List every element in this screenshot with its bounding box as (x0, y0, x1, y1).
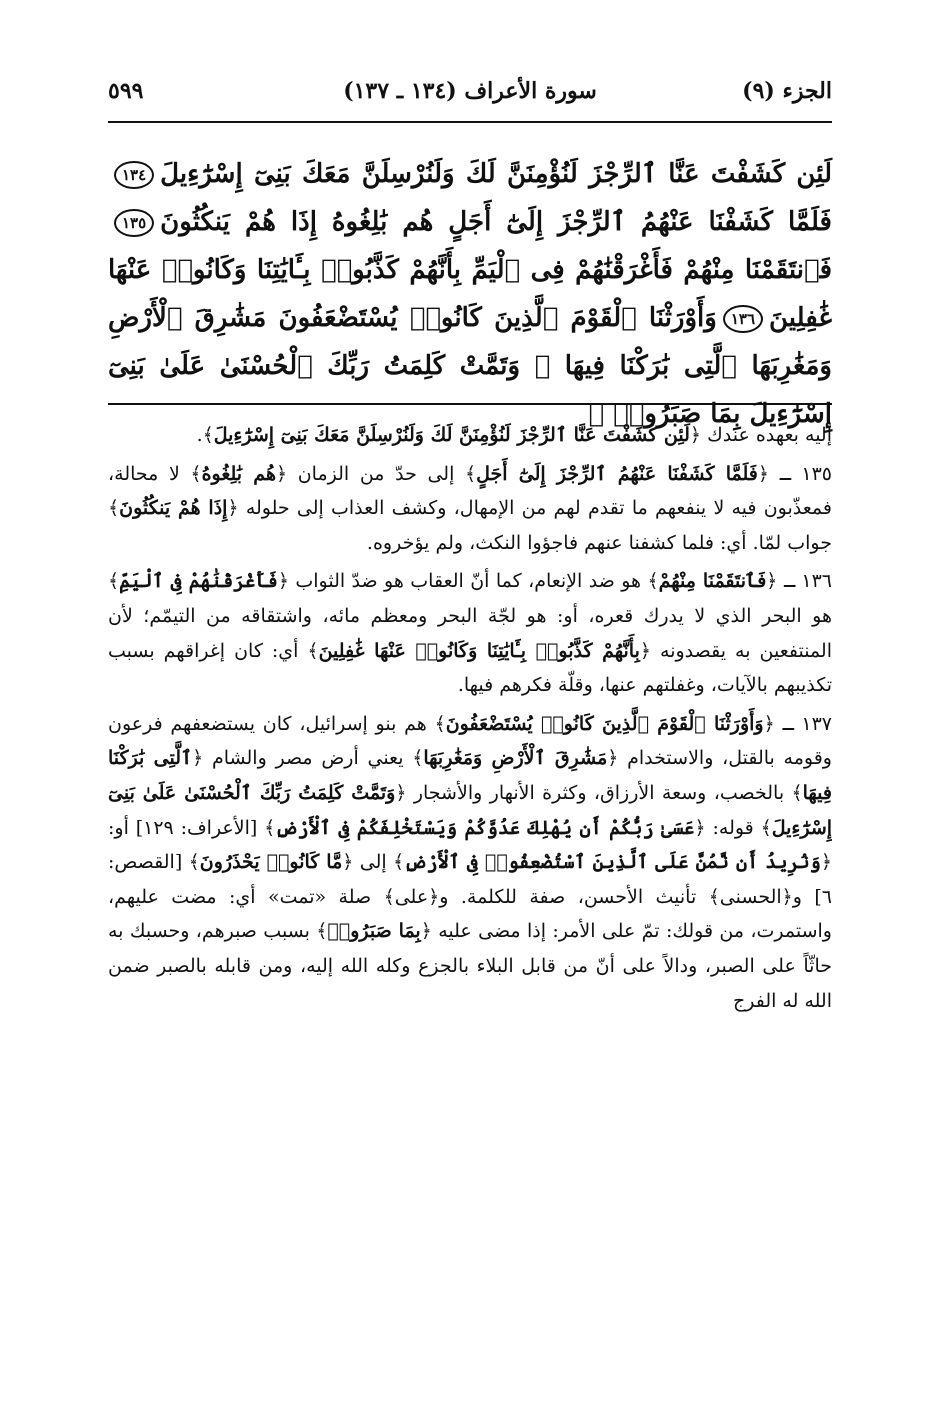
commentary-text: ﴾ قوله: ﴿ (694, 816, 772, 839)
juz-label: الجزء (٩) (742, 78, 832, 104)
commentary-text: ١٣٦ ـ ﴿ (766, 570, 832, 593)
quran-segment: لَئِن كَشَفْتَ عَنَّا ٱلرِّجْزَ لَنُؤْمِنَنَّ لَكَ وَلَنُرْسِلَنَّ مَعَكَ بَنِىٓ إِسْرَٰٓءِيلَ (160, 159, 832, 189)
quoted-verse: فَلَمَّا كَشَفْنَا عَنْهُمُ ٱلرِّجْزَ إِلَىٰٓ أَجَلٍ (476, 462, 758, 485)
header-rule (108, 121, 832, 123)
commentary-text: ﴾ بالخصب، وسعة الأرزاق، وكثرة الأنهار والأشجار ﴿ (395, 781, 803, 804)
ayah-number-marker: ١٣٥ (114, 209, 154, 237)
quoted-verse: بِمَا صَبَرُوا۟ (327, 920, 421, 943)
commentary-text: ﴾ يعني أرض مصر والشام ﴿ (192, 747, 424, 770)
commentary-text: ١٣٧ ـ ﴿ (763, 712, 832, 735)
commentary-text: ﴾ جواب لمّا. أي: فلما كشفنا عنهم فاجؤوا النكث، ولم يؤخروه. (108, 497, 832, 554)
quoted-verse: فَأَغْرَقْنَٰهُمْ فِى ٱلْيَمِّ (119, 570, 278, 593)
quran-segment: فَٱنتَقَمْنَا مِنْهُمْ فَأَغْرَقْنَٰهُمْ فِى ٱلْيَمِّ بِأَنَّهُمْ كَذَّبُوا۟ بِـَٔايَٰتِنَا وَكَانُوا۟ عَنْهَا غَٰفِلِينَ (108, 255, 832, 333)
quoted-verse: هُم بَٰلِغُوهُ (201, 462, 276, 485)
commentary-text: ﴾ هم بنو إسرائيل، كان يستضعفهم فرعون وقومه بالقتل، والاستخدام ﴿ (108, 712, 832, 770)
quran-segment: فَلَمَّا كَشَفْنَا عَنْهُمُ ٱلرِّجْزَ إِلَىٰٓ أَجَلٍ هُم بَٰلِغُوهُ إِذَا هُمْ يَنكُثُونَ (160, 207, 832, 237)
commentary-paragraph (108, 564, 832, 702)
commentary-text: ﴾ [الأعراف: ١٢٩] أو: ﴿ (108, 816, 832, 874)
running-header (108, 78, 832, 118)
quoted-verse: وَنُرِيدُ أَن نَّمُنَّ عَلَى ٱلَّذِينَ ٱسْتُضْعِفُوا۟ فِى ٱلْأَرْضِ (404, 851, 821, 874)
quoted-verse: وَتَمَّتْ كَلِمَتُ رَبِّكَ ٱلْحُسْنَىٰ عَلَىٰ بَنِىٓ إِسْرَٰٓءِيلَ (108, 781, 832, 839)
section-divider (108, 403, 832, 405)
commentary-text: ﴾ [القصص: ٦] و﴿الحسنى﴾ تأنيث الأحسن، صفة للكلمة. و﴿على﴾ صلة «تمت» أي: مضت عليهم، واستمرت، من قولك: تمّ على الأمر: إذا مضى عليه ﴿ (108, 851, 832, 943)
quoted-verse: فَٱنتَقَمْنَا مِنْهُمْ (658, 570, 767, 593)
quoted-verse: ٱلَّتِى بَٰرَكْنَا فِيهَا (108, 747, 832, 804)
ayah-number-marker: ١٣٦ (723, 305, 763, 333)
commentary-text: ﴾ بسبب صبرهم، وحسبك به حاثّاً على الصبر، ودالاً على أنّ من قابل البلاء بالجزع وكله الله إليه، ومن قابله بالصبر ضمن الله له الفرج (108, 920, 832, 1012)
quoted-verse: لَئِن كَشَفْتَ عَنَّا ٱلرِّجْزَ لَنُؤْمِنَنَّ لَكَ وَلَنُرْسِلَنَّ مَعَكَ بَنِىٓ إِسْرَٰٓءِيلَ (213, 424, 690, 446)
commentary-paragraph (108, 418, 832, 453)
quran-text (108, 150, 832, 438)
page-number: ٥٩٩ (108, 78, 144, 104)
quoted-verse: بِأَنَّهُمْ كَذَّبُوا۟ بِـَٔايَٰتِنَا وَكَانُوا۟ عَنْهَا غَٰفِلِينَ (318, 639, 640, 662)
commentary-text: إليه بعهده عندك ﴿ (689, 424, 832, 446)
surah-title: سورة الأعراف (١٣٤ ـ ١٣٧) (343, 78, 597, 104)
commentary-text: ١٣٥ ـ ﴿ (757, 462, 832, 485)
commentary-paragraph (108, 707, 832, 1018)
commentary-text: ﴾. (196, 424, 214, 446)
commentary-paragraph (108, 457, 832, 561)
quoted-verse: مَّا كَانُوا۟ يَحْذَرُونَ (199, 851, 343, 874)
commentary-text: ﴾ هو البحر الذي لا يدرك قعره، أو: هو لجّة البحر ومعظم مائه، واشتقاقه من التيمّم؛ لأن المنتفعين به يقصدونه ﴿ (108, 570, 832, 662)
quoted-verse: إِذَا هُمْ يَنكُثُونَ (119, 497, 228, 520)
quoted-verse: عَسَىٰ رَبُّكُمْ أَن يُهْلِكَ عَدُوَّكُمْ وَيَسْتَخْلِفَكُمْ فِى ٱلْأَرْضِ (275, 816, 695, 839)
ayah-number-marker: ١٣٤ (114, 161, 154, 189)
commentary-text: ﴾ هو ضد الإنعام، كما أنّ العقاب هو ضدّ الثواب ﴿ (277, 570, 659, 593)
commentary-text: ﴾ إلى حدّ من الزمان ﴿ (275, 462, 477, 485)
commentary-text: ﴾ لا محالة، فمعذّبون فيه لا ينفعهم ما تقدم لهم من الإمهال، وكشف العذاب إلى حلوله ﴿ (108, 462, 832, 520)
commentary-text: ﴾ أي: كان إغراقهم بسبب تكذيبهم بالآيات، وغفلتهم عنها، وقلّة فكرهم فيها. (108, 639, 832, 697)
tafsir-commentary (108, 418, 832, 1318)
commentary-text: ﴾ إلى ﴿ (342, 851, 405, 874)
quran-segment: وَأَوْرَثْنَا ٱلْقَوْمَ ٱلَّذِينَ كَانُوا۟ يُسْتَضْعَفُونَ مَشَٰرِقَ ٱلْأَرْضِ وَمَغَٰرِبَهَا ٱلَّتِى بَٰرَكْنَا فِيهَا ۖ وَتَمَّتْ كَلِمَتُ رَبِّكَ ٱلْحُسْنَىٰ عَلَىٰ بَنِىٓ إِسْرَٰٓءِيلَ بِمَا صَبَرُوا۟ ۖ (108, 303, 832, 429)
quoted-verse: مَشَٰرِقَ ٱلْأَرْضِ وَمَغَٰرِبَهَا (423, 747, 608, 770)
quoted-verse: وَأَوْرَثْنَا ٱلْقَوْمَ ٱلَّذِينَ كَانُوا۟ يُسْتَضْعَفُونَ (445, 712, 764, 735)
